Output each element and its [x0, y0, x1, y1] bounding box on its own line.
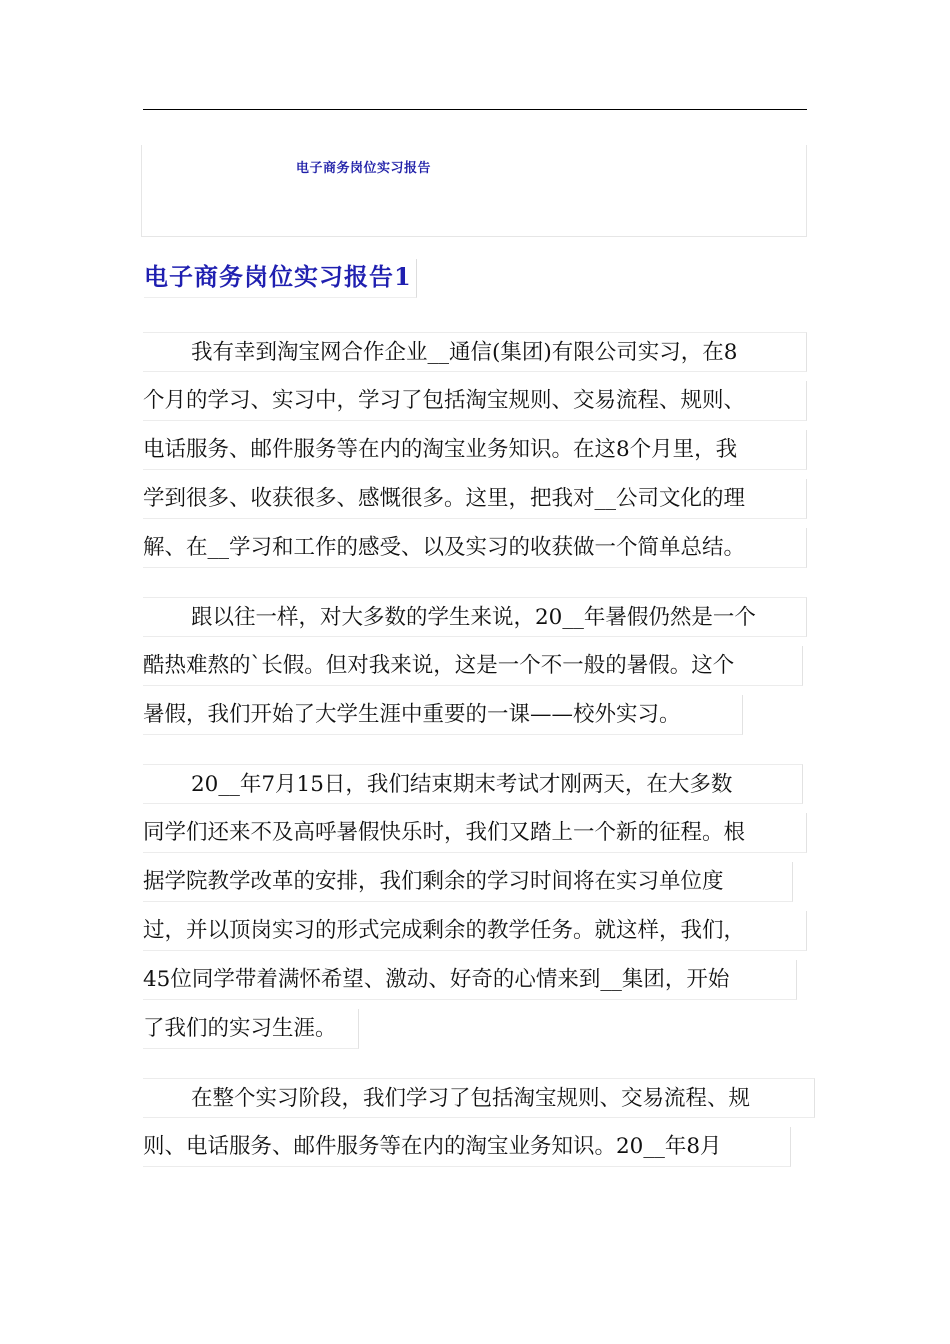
- paragraph-1-line-3: 电话服务、邮件服务等在内的淘宝业务知识。在这8个月里，我: [143, 430, 807, 470]
- paragraph-1-line-1: 我有幸到淘宝网合作企业__通信(集团)有限公司实习，在8: [143, 332, 807, 372]
- running-header-title: 电子商务岗位实习报告: [296, 161, 432, 176]
- paragraph-3-line-3: 据学院教学改革的安排，我们剩余的学习时间将在实习单位度: [143, 862, 793, 902]
- paragraph-2-line-1: 跟以往一样，对大多数的学生来说，20__年暑假仍然是一个: [143, 597, 807, 637]
- header-rule: [143, 109, 807, 110]
- paragraph-3-line-2: 同学们还来不及高呼暑假快乐时，我们又踏上一个新的征程。根: [143, 813, 807, 853]
- paragraph-4-line-2: 则、电话服务、邮件服务等在内的淘宝业务知识。20__年8月: [143, 1127, 791, 1167]
- paragraph-1-line-2: 个月的学习、实习中，学习了包括淘宝规则、交易流程、规则、: [143, 381, 807, 421]
- paragraph-3-line-5: 45位同学带着满怀希望、激动、好奇的心情来到__集团，开始: [143, 960, 797, 1000]
- paragraph-2-line-2: 酷热难熬的`长假。但对我来说，这是一个不一般的暑假。这个: [143, 646, 803, 686]
- paragraph-3-line-6: 了我们的实习生涯。: [143, 1009, 359, 1049]
- section-title: 电子商务岗位实习报告1: [144, 259, 417, 298]
- paragraph-4-line-1: 在整个实习阶段，我们学习了包括淘宝规则、交易流程、规: [143, 1078, 815, 1118]
- paragraph-1-line-4: 学到很多、收获很多、感慨很多。这里，把我对__公司文化的理: [143, 479, 807, 519]
- header-box: [141, 145, 807, 237]
- paragraph-3-line-1: 20__年7月15日，我们结束期末考试才刚两天，在大多数: [143, 764, 803, 804]
- paragraph-2-line-3: 暑假，我们开始了大学生涯中重要的一课——校外实习。: [143, 695, 743, 735]
- paragraph-1-line-5: 解、在__学习和工作的感受、以及实习的收获做一个简单总结。: [143, 528, 807, 568]
- paragraph-3-line-4: 过，并以顶岗实习的形式完成剩余的教学任务。就这样，我们，: [143, 911, 807, 951]
